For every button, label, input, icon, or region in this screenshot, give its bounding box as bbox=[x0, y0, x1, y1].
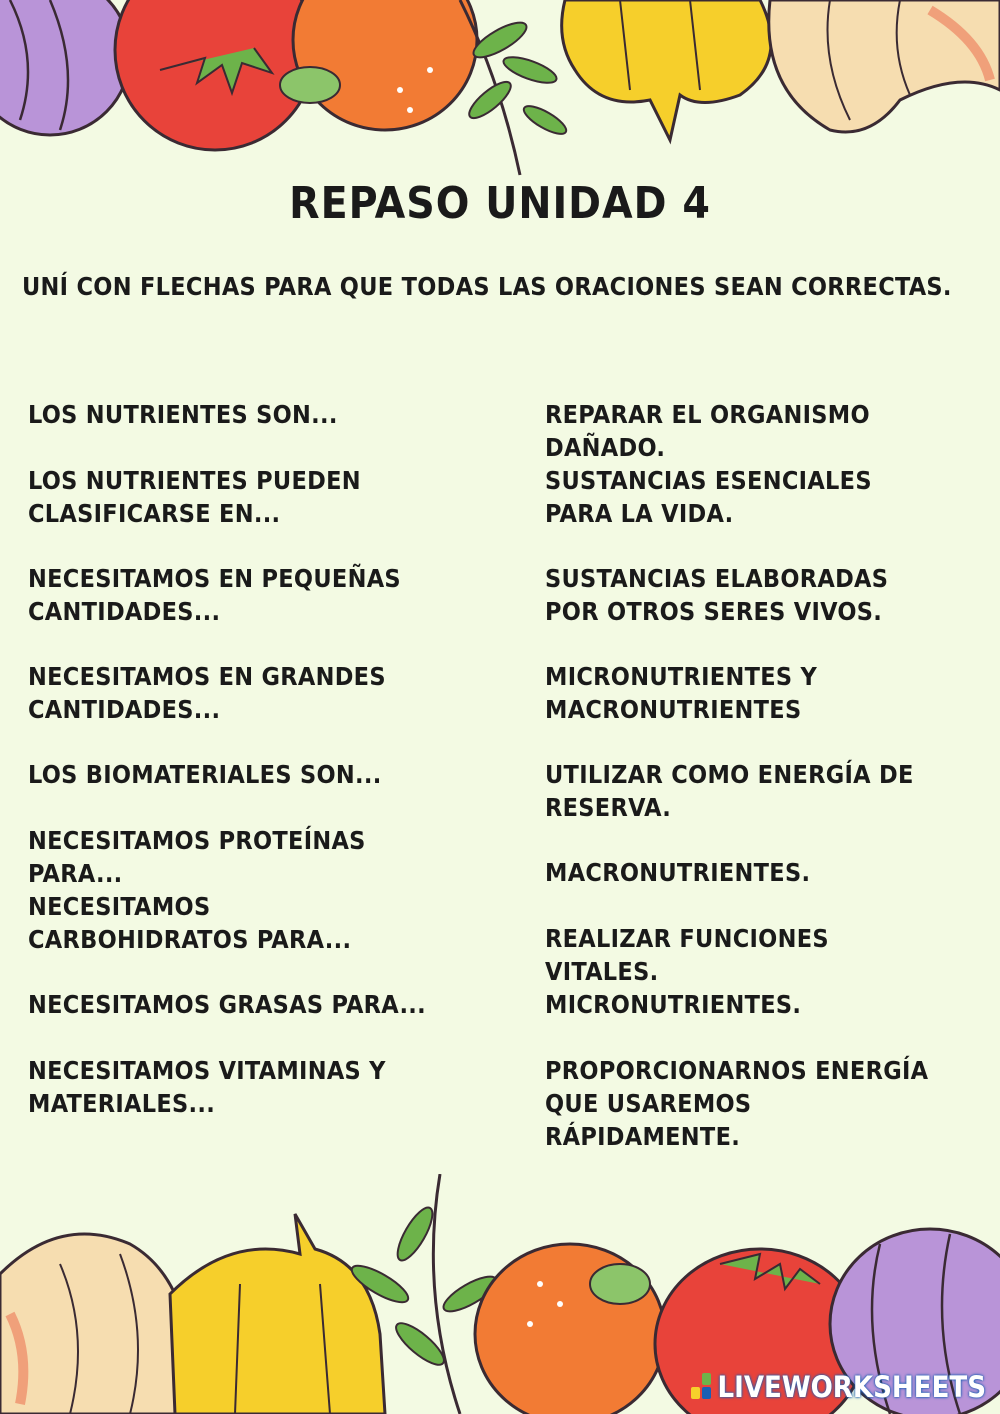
pepper-illustration bbox=[562, 0, 772, 140]
left-item[interactable]: NECESITAMOS VITAMINAS Y MATERIALES... bbox=[28, 1056, 386, 1118]
garlic-illustration bbox=[0, 1234, 191, 1414]
page-title: REPASO UNIDAD 4 bbox=[289, 178, 711, 229]
right-item[interactable]: SUSTANCIAS ESENCIALES PARA LA VIDA. bbox=[545, 466, 872, 528]
left-item[interactable]: NECESITAMOS EN GRANDES CANTIDADES... bbox=[28, 662, 386, 724]
garlic-illustration bbox=[769, 0, 1000, 132]
left-item[interactable]: NECESITAMOS GRASAS PARA... bbox=[28, 990, 426, 1019]
right-item[interactable]: MICRONUTRIENTES Y MACRONUTRIENTES bbox=[545, 662, 818, 724]
right-item[interactable]: REALIZAR FUNCIONES VITALES. bbox=[545, 924, 829, 986]
liveworksheets-logo-icon bbox=[691, 1373, 713, 1401]
left-item[interactable]: NECESITAMOS CARBOHIDRATOS PARA... bbox=[28, 892, 352, 954]
left-item[interactable]: LOS NUTRIENTES PUEDEN CLASIFICARSE EN... bbox=[28, 466, 361, 528]
right-item[interactable]: REPARAR EL ORGANISMO DAÑADO. bbox=[545, 400, 870, 462]
pepper-illustration bbox=[170, 1214, 385, 1414]
right-item[interactable]: MACRONUTRIENTES. bbox=[545, 858, 811, 887]
left-item[interactable]: LOS NUTRIENTES SON... bbox=[28, 400, 338, 429]
watermark-text: LIVEWORKSHEETS bbox=[717, 1370, 986, 1404]
left-item[interactable]: NECESITAMOS EN PEQUEÑAS CANTIDADES... bbox=[28, 564, 401, 626]
top-vegetable-decoration bbox=[0, 0, 1000, 180]
instruction-text: UNÍ CON FLECHAS PARA QUE TODAS LAS ORACIONES SEAN CORRECTAS. bbox=[22, 272, 952, 301]
right-item[interactable]: UTILIZAR COMO ENERGÍA DE RESERVA. bbox=[545, 760, 914, 822]
liveworksheets-watermark bbox=[691, 1370, 987, 1404]
right-item[interactable]: PROPORCIONARNOS ENERGÍA QUE USAREMOS RÁPIDAMENTE. bbox=[545, 1056, 929, 1151]
left-item[interactable]: LOS BIOMATERIALES SON... bbox=[28, 760, 382, 789]
right-item[interactable]: MICRONUTRIENTES. bbox=[545, 990, 802, 1019]
right-item[interactable]: SUSTANCIAS ELABORADAS POR OTROS SERES VIVOS. bbox=[545, 564, 889, 626]
orange-illustration bbox=[293, 0, 477, 130]
left-item[interactable]: NECESITAMOS PROTEÍNAS PARA... bbox=[28, 826, 366, 888]
